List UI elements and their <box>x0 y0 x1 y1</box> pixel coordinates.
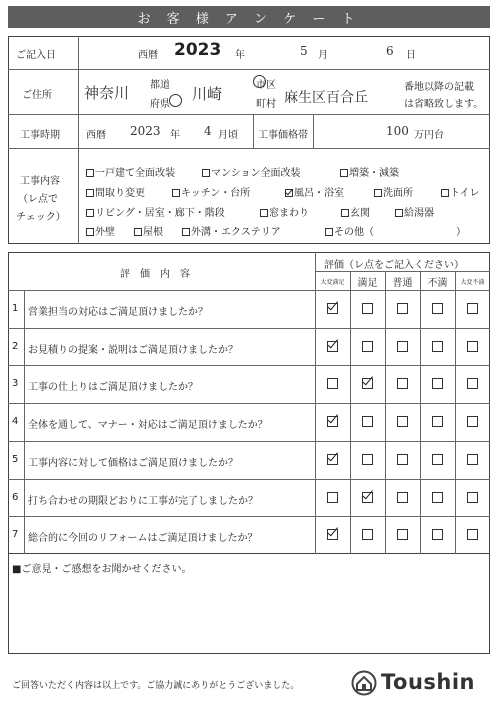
question-text: 総合的に今回のリフォームはご満足頂けましたか？ <box>28 533 258 544</box>
rating-checkbox[interactable] <box>467 529 478 540</box>
rating-checkbox[interactable] <box>362 492 373 503</box>
rating-checkbox[interactable] <box>362 454 373 465</box>
rating-checkbox[interactable] <box>467 492 478 503</box>
rating-checkbox[interactable] <box>327 529 338 540</box>
rating-checkbox[interactable] <box>362 529 373 540</box>
question-number: 5 <box>12 454 19 465</box>
price-value[interactable]: 100 <box>386 124 409 138</box>
work-option[interactable] <box>374 184 413 199</box>
rating-checkbox[interactable] <box>327 492 338 503</box>
rating-checkbox[interactable] <box>467 416 478 427</box>
work-option-label: マンション全面改装 <box>211 168 301 179</box>
work-option-checkbox[interactable] <box>86 169 94 177</box>
work-option[interactable] <box>260 204 309 219</box>
address-note-2: は省略致します。 <box>404 99 484 110</box>
rating-checkbox[interactable] <box>397 341 408 352</box>
work-option-label: 外溝・エクステリア <box>191 227 281 238</box>
work-option-label: 給湯器 <box>404 208 434 219</box>
rating-checkbox[interactable] <box>362 416 373 427</box>
address-chouson: 町村 <box>256 99 276 110</box>
work-option-label: その他（ <box>334 227 374 238</box>
work-label-1: 工事内容 <box>20 176 60 187</box>
work-option-checkbox[interactable] <box>172 189 180 197</box>
evaluation-content-header: 評 価 内 容 <box>120 269 190 280</box>
work-other-close: ） <box>456 227 466 238</box>
question-text: 営業担当の対応はご満足頂けましたか？ <box>28 307 208 318</box>
work-option-checkbox[interactable] <box>260 209 268 217</box>
work-option-label: トイレ <box>450 188 480 199</box>
work-option[interactable] <box>182 223 281 238</box>
rating-checkbox[interactable] <box>327 303 338 314</box>
question-number: 7 <box>12 529 19 540</box>
rating-checkbox[interactable] <box>327 416 338 427</box>
work-option-checkbox[interactable] <box>202 169 210 177</box>
rating-checkbox[interactable] <box>362 341 373 352</box>
period-year[interactable]: 2023 <box>130 124 161 138</box>
evaluation-rating-header: 評価（レ点をご記入ください） <box>324 260 464 271</box>
question-number: 1 <box>12 303 19 314</box>
rating-checkbox[interactable] <box>327 341 338 352</box>
address-town[interactable]: 麻生区百合丘 <box>284 90 368 106</box>
comments-label: ■ご意見・ご感想をお聞かせください。 <box>12 564 192 575</box>
period-era: 西暦 <box>86 130 106 141</box>
work-option-checkbox[interactable] <box>86 228 94 236</box>
work-option[interactable] <box>86 223 115 238</box>
work-option-label: キッチン・台所 <box>181 188 251 199</box>
scale-header: 満足 <box>357 278 378 289</box>
address-fuken: 府県 <box>150 99 170 110</box>
rating-checkbox[interactable] <box>362 303 373 314</box>
work-option[interactable] <box>86 184 145 199</box>
work-label-2: （レ点で <box>18 194 58 205</box>
price-label: 工事価格帯 <box>258 130 308 141</box>
rating-checkbox[interactable] <box>432 454 443 465</box>
work-option[interactable] <box>340 164 399 179</box>
rating-checkbox[interactable] <box>397 416 408 427</box>
rating-checkbox[interactable] <box>397 303 408 314</box>
period-year-unit: 年 <box>170 130 180 141</box>
work-option-checkbox[interactable] <box>325 228 333 236</box>
question-text: 工事の仕上りはご満足頂けましたか？ <box>28 382 198 393</box>
work-option-checkbox[interactable] <box>441 189 449 197</box>
date-era: 西暦 <box>138 50 158 61</box>
scale-header: 普通 <box>392 278 413 289</box>
address-label: ご住所 <box>22 90 52 101</box>
work-option-checkbox[interactable] <box>340 169 348 177</box>
rating-checkbox[interactable] <box>432 303 443 314</box>
rating-checkbox[interactable] <box>467 378 478 389</box>
work-option[interactable] <box>341 204 370 219</box>
period-month-unit: 月頃 <box>218 130 238 141</box>
rating-checkbox[interactable] <box>432 416 443 427</box>
scale-header: 大変満足 <box>320 279 345 286</box>
work-option-checkbox[interactable] <box>395 209 403 217</box>
work-option-label: 外壁 <box>95 227 115 238</box>
work-option-label: 窓まわり <box>269 208 309 219</box>
house-logo-icon <box>351 670 377 696</box>
work-option-label: 増築・減築 <box>349 168 399 179</box>
date-month[interactable]: 5 <box>300 44 308 58</box>
address-shiku: 市区 <box>256 80 276 91</box>
work-option-label: 風呂・浴室 <box>294 188 344 199</box>
rating-checkbox[interactable] <box>467 341 478 352</box>
work-option-checkbox[interactable] <box>374 189 382 197</box>
work-option-label: 一戸建て全面改装 <box>95 168 175 179</box>
work-option[interactable] <box>285 184 344 199</box>
price-unit: 万円台 <box>414 130 444 141</box>
work-option[interactable] <box>86 164 175 179</box>
shi-circle-mark <box>253 75 266 88</box>
rating-checkbox[interactable] <box>327 454 338 465</box>
rating-checkbox[interactable] <box>467 303 478 314</box>
work-option-checkbox[interactable] <box>86 209 94 217</box>
rating-checkbox[interactable] <box>432 529 443 540</box>
work-option-checkbox[interactable] <box>86 189 94 197</box>
date-month-unit: 月 <box>318 50 328 61</box>
question-number: 2 <box>12 341 19 352</box>
rating-checkbox[interactable] <box>432 341 443 352</box>
work-option-label: 間取り変更 <box>95 188 145 199</box>
work-option[interactable] <box>441 184 480 199</box>
rating-checkbox[interactable] <box>397 529 408 540</box>
rating-checkbox[interactable] <box>397 378 408 389</box>
work-option[interactable] <box>86 204 225 219</box>
survey-title: お 客 様 ア ン ケ ー ト <box>8 6 490 28</box>
question-text: 工事内容に対して価格はご満足頂けましたか？ <box>28 458 238 469</box>
address-city[interactable]: 川崎 <box>192 85 223 103</box>
question-text: お見積りの提案・説明はご満足頂けましたか？ <box>28 345 238 356</box>
work-option-label: 洗面所 <box>383 188 413 199</box>
period-month[interactable]: 4 <box>204 124 212 138</box>
rating-checkbox[interactable] <box>362 378 373 389</box>
rating-checkbox[interactable] <box>397 492 408 503</box>
footer-thanks: ご回答いただく内容は以上です。ご協力誠にありがとうございました。 <box>12 681 300 691</box>
work-option[interactable] <box>172 184 250 199</box>
work-label-3: チェック） <box>16 212 66 223</box>
work-option-checkbox[interactable] <box>285 189 293 197</box>
work-option[interactable] <box>395 204 434 219</box>
rating-checkbox[interactable] <box>327 378 338 389</box>
rating-checkbox[interactable] <box>467 454 478 465</box>
work-option-checkbox[interactable] <box>134 228 142 236</box>
question-number: 4 <box>12 416 19 427</box>
question-number: 6 <box>12 492 19 503</box>
scale-header: 大変不満 <box>460 279 485 286</box>
question-number: 3 <box>12 378 19 389</box>
period-label: 工事時期 <box>20 130 60 141</box>
work-option[interactable] <box>325 223 374 238</box>
work-option-checkbox[interactable] <box>341 209 349 217</box>
work-option[interactable] <box>202 164 301 179</box>
work-option-label: 玄関 <box>350 208 370 219</box>
date-year[interactable]: 2023 <box>174 40 222 60</box>
date-year-unit: 年 <box>235 50 245 61</box>
work-option[interactable] <box>134 223 163 238</box>
work-option-label: リビング・居室・廊下・階段 <box>95 208 225 219</box>
address-todo: 都道 <box>150 80 170 91</box>
date-day[interactable]: 6 <box>386 44 394 58</box>
date-label: ご記入日 <box>16 50 56 61</box>
question-text: 全体を通して、マナー・対応はご満足頂けましたか？ <box>28 420 268 431</box>
rating-checkbox[interactable] <box>432 378 443 389</box>
address-note-1: 番地以降の記載 <box>404 82 474 93</box>
scale-header: 不満 <box>427 278 448 289</box>
fuken-circle-mark <box>169 94 182 107</box>
work-option-label: 屋根 <box>143 227 163 238</box>
address-prefecture[interactable]: 神奈川 <box>84 84 130 102</box>
rating-checkbox[interactable] <box>397 454 408 465</box>
rating-checkbox[interactable] <box>432 492 443 503</box>
question-text: 打ち合わせの期限どおりに工事が完了しましたか？ <box>28 496 258 507</box>
date-day-unit: 日 <box>406 50 416 61</box>
brand-name: Toushin <box>381 670 476 694</box>
work-option-checkbox[interactable] <box>182 228 190 236</box>
